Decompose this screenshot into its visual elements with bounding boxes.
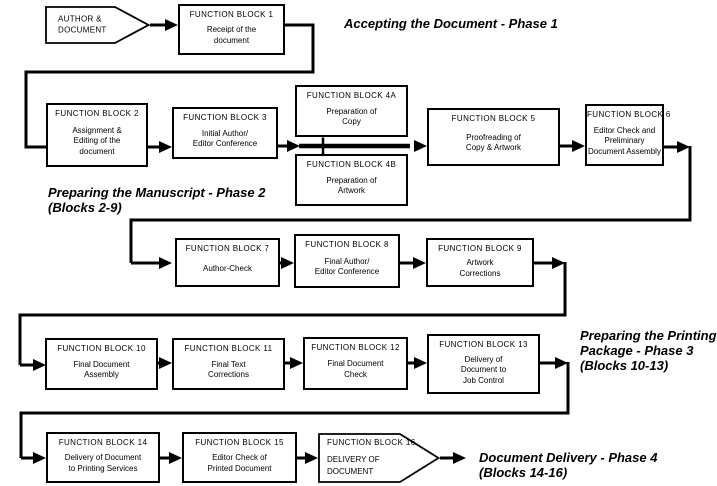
function-block-10 (45, 338, 158, 390)
start-terminator (45, 6, 150, 44)
phase-4-label: Document Delivery - Phase 4 (Blocks 14-16) (479, 450, 658, 480)
arrowhead-icon (552, 257, 565, 269)
function-block-10-body: Final Document Assembly (73, 359, 130, 380)
function-block-5 (427, 108, 560, 166)
function-block-13-header: FUNCTION BLOCK 13 (439, 340, 528, 349)
function-block-4a (295, 85, 408, 137)
function-block-6-header: FUNCTION BLOCK 6 (587, 110, 671, 119)
function-block-7-header: FUNCTION BLOCK 7 (185, 244, 270, 253)
function-block-14 (46, 432, 160, 483)
function-block-14-body: Delivery of Document to Printing Services (64, 453, 142, 473)
phase-2-label: Preparing the Manuscript - Phase 2 (Blocks 2-9) (48, 185, 266, 215)
function-block-3 (172, 107, 278, 159)
function-block-13 (427, 334, 540, 394)
arrowhead-icon (159, 257, 172, 269)
function-block-9 (426, 238, 534, 287)
phase-3-label: Preparing the Printing Package - Phase 3 (Blocks 10-13) (580, 328, 717, 373)
arrowhead-icon (677, 141, 690, 153)
function-block-11-header: FUNCTION BLOCK 11 (184, 344, 273, 353)
function-block-5-header: FUNCTION BLOCK 5 (451, 114, 536, 123)
function-block-6-body: Editor Check and Preliminary Document Assembly (588, 125, 661, 156)
function-block-9-header: FUNCTION BLOCK 9 (438, 244, 522, 253)
function-block-4b-header: FUNCTION BLOCK 4B (306, 160, 397, 169)
function-block-8-body: Final Author/ Editor Conference (314, 256, 380, 277)
function-block-12 (303, 337, 408, 390)
arrowhead-icon (281, 257, 294, 269)
function-block-4b (295, 154, 408, 206)
function-block-3-header: FUNCTION BLOCK 3 (183, 113, 267, 122)
function-block-11-body: Final Text Corrections (208, 359, 249, 380)
function-block-1-header: FUNCTION BLOCK 1 (189, 10, 274, 19)
arrowhead-icon (555, 357, 568, 369)
function-block-16-body: DELIVERY OF DOCUMENT (327, 455, 380, 476)
arrowhead-icon (159, 141, 172, 153)
function-block-14-header: FUNCTION BLOCK 14 (58, 438, 148, 447)
function-block-4a-header: FUNCTION BLOCK 4A (306, 91, 397, 100)
function-block-12-body: Final Document Check (327, 359, 384, 379)
arrowhead-icon (169, 452, 182, 464)
function-block-10-header: FUNCTION BLOCK 10 (57, 344, 146, 353)
function-block-8 (294, 234, 400, 288)
arrowhead-icon (572, 140, 585, 152)
arrowhead-icon (290, 357, 303, 369)
function-block-4a-body: Preparation of Copy (326, 106, 377, 127)
arrowhead-icon (453, 452, 466, 464)
function-block-15-header: FUNCTION BLOCK 15 (195, 438, 284, 447)
arrowhead-icon (305, 452, 318, 464)
function-block-13-body: Delivery of Document to Job Control (460, 354, 507, 385)
function-block-1 (178, 4, 285, 55)
function-block-8-header: FUNCTION BLOCK 8 (305, 240, 389, 249)
phase-1-label: Accepting the Document - Phase 1 (344, 16, 558, 31)
arrowhead-icon (165, 19, 178, 31)
function-block-2 (46, 103, 148, 167)
start-terminator-label: AUTHOR & DOCUMENT (58, 14, 107, 34)
arrowhead-icon (414, 357, 427, 369)
arrowhead-icon (33, 452, 46, 464)
function-block-16 (318, 433, 440, 483)
function-block-2-header: FUNCTION BLOCK 2 (55, 109, 139, 118)
function-block-5-body: Proofreading of Copy & Artwork (465, 132, 522, 153)
function-block-15-body: Editor Check of Printed Document (207, 453, 272, 473)
function-block-6 (585, 104, 671, 166)
function-block-9-body: Artwork Corrections (459, 258, 501, 278)
function-block-16-header: FUNCTION BLOCK 16 (327, 438, 416, 447)
function-block-1-body: Receipt of the document (206, 25, 257, 45)
function-block-4b-body: Preparation of Artwork (326, 175, 377, 196)
function-block-15 (182, 432, 297, 483)
function-block-2-body: Assignment & Editing of the document (72, 125, 122, 156)
function-block-12-header: FUNCTION BLOCK 12 (311, 343, 400, 352)
function-block-7-body: Author-Check (203, 263, 252, 273)
arrowhead-icon (413, 257, 426, 269)
function-block-11 (172, 338, 285, 390)
function-block-7 (175, 238, 280, 287)
function-block-3-body: Initial Author/ Editor Conference (192, 128, 258, 149)
arrowhead-icon (159, 357, 172, 369)
arrowhead-icon (414, 140, 427, 152)
arrowhead-icon (287, 140, 300, 152)
